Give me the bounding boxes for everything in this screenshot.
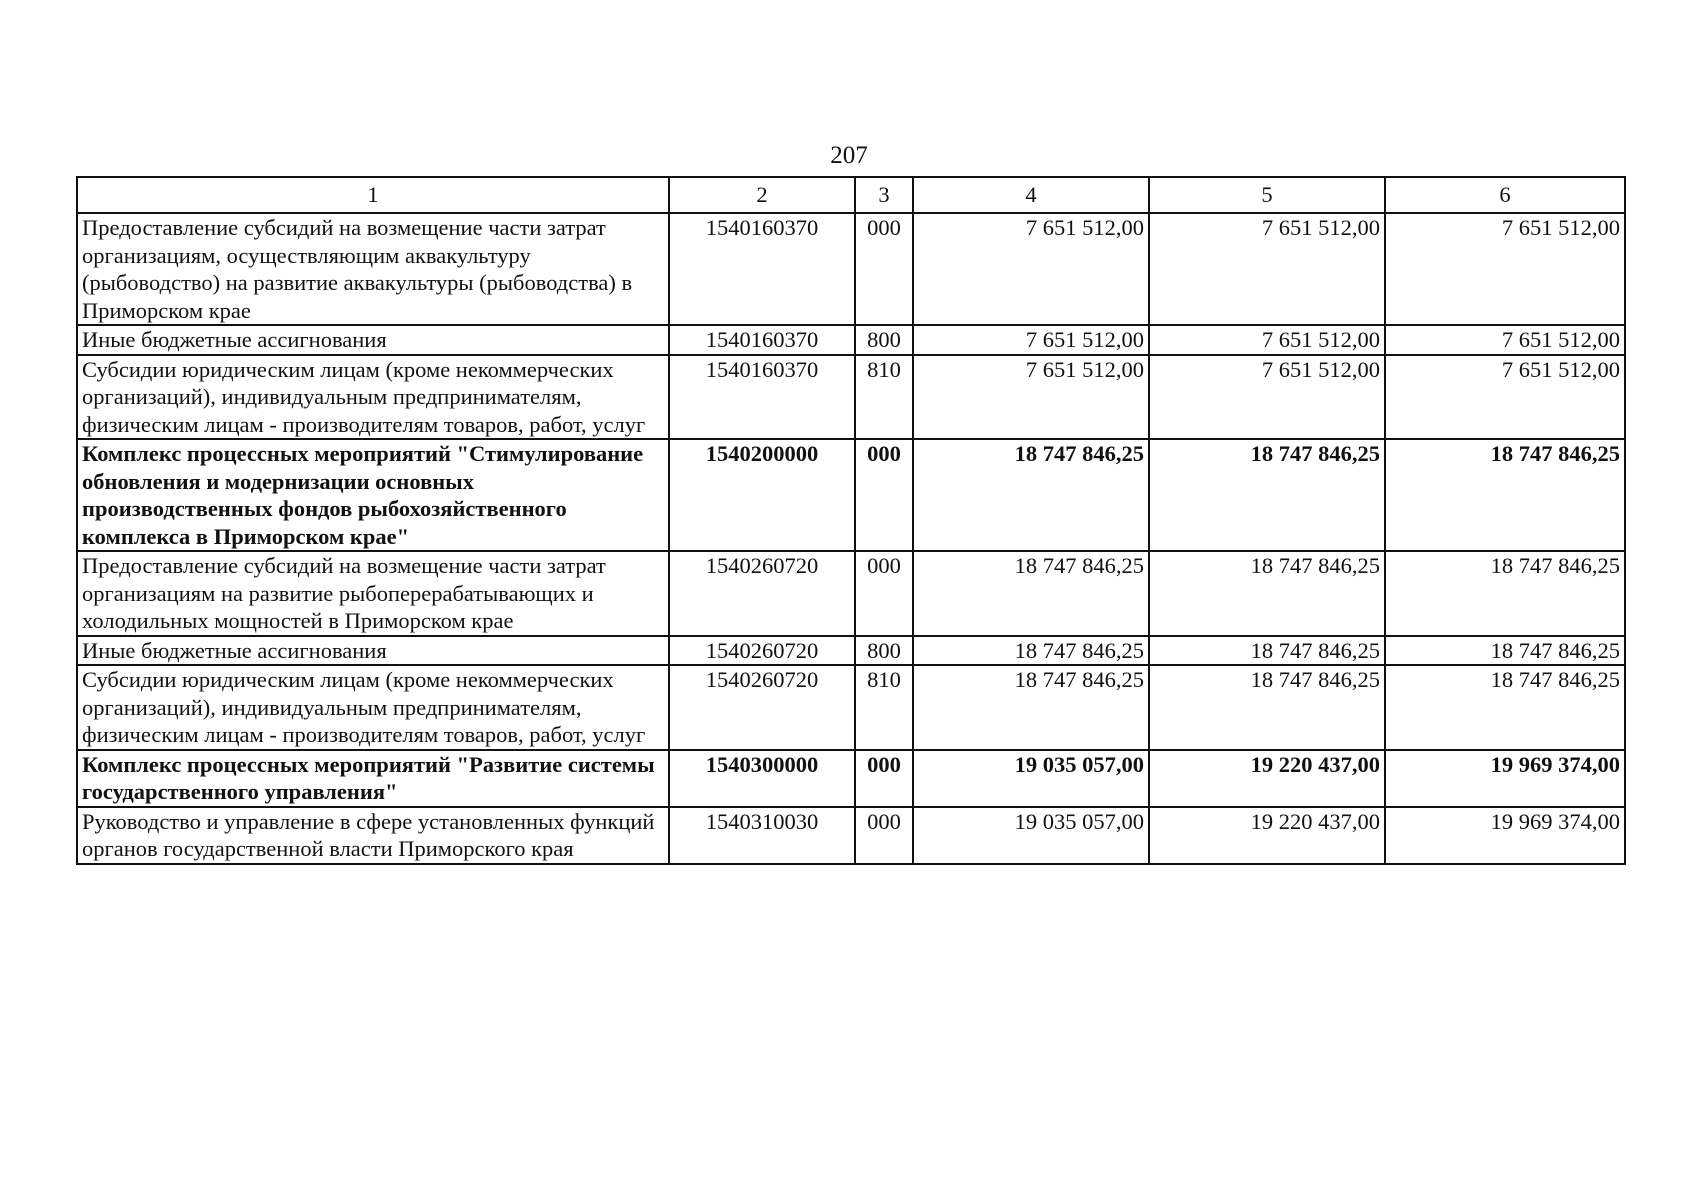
table-row (77, 665, 1625, 750)
column-header-5: 5 (1149, 177, 1385, 213)
row-amount-col5: 18 747 846,25 (1149, 636, 1385, 666)
row-amount-col4: 18 747 846,25 (913, 665, 1149, 750)
row-amount-col5: 7 651 512,00 (1149, 355, 1385, 440)
table-row (77, 807, 1625, 864)
row-amount-col6: 19 969 374,00 (1385, 750, 1625, 807)
row-amount-col5: 18 747 846,25 (1149, 551, 1385, 636)
row-code: 1540260720 (669, 636, 855, 666)
row-name: Иные бюджетные ассигнования (77, 325, 669, 355)
row-amount-col5: 7 651 512,00 (1149, 325, 1385, 355)
row-code: 1540160370 (669, 325, 855, 355)
row-amount-col4: 7 651 512,00 (913, 213, 1149, 325)
row-amount-col4: 18 747 846,25 (913, 551, 1149, 636)
column-header-3: 3 (855, 177, 913, 213)
row-amount-col4: 19 035 057,00 (913, 750, 1149, 807)
column-header-2: 2 (669, 177, 855, 213)
table-row (77, 636, 1625, 666)
row-amount-col4: 7 651 512,00 (913, 325, 1149, 355)
row-amount-col6: 18 747 846,25 (1385, 439, 1625, 551)
row-amount-col6: 18 747 846,25 (1385, 665, 1625, 750)
column-header-6: 6 (1385, 177, 1625, 213)
row-code: 1540300000 (669, 750, 855, 807)
row-code: 1540160370 (669, 213, 855, 325)
row-expense-type: 000 (855, 807, 913, 864)
row-expense-type: 000 (855, 750, 913, 807)
row-code: 1540260720 (669, 551, 855, 636)
row-amount-col4: 18 747 846,25 (913, 636, 1149, 666)
row-name: Комплекс процессных мероприятий "Стимулирование обновления и модернизации основных производственных фондов рыбохозяйственного комплекса в Приморском крае" (77, 439, 669, 551)
row-name: Предоставление субсидий на возмещение части затрат организациям на развитие рыбоперерабатывающих и холодильных мощностей в Приморском крае (77, 551, 669, 636)
row-name: Иные бюджетные ассигнования (77, 636, 669, 666)
table-row (77, 750, 1625, 807)
row-amount-col6: 7 651 512,00 (1385, 355, 1625, 440)
row-amount-col6: 18 747 846,25 (1385, 551, 1625, 636)
row-amount-col5: 7 651 512,00 (1149, 213, 1385, 325)
row-amount-col4: 18 747 846,25 (913, 439, 1149, 551)
row-name: Предоставление субсидий на возмещение части затрат организациям, осуществляющим аквакультуру (рыбоводство) на развитие аквакультуры (рыбоводства) в Приморском крае (77, 213, 669, 325)
table-row (77, 439, 1625, 551)
row-code: 1540310030 (669, 807, 855, 864)
table-header-row (77, 177, 1625, 213)
row-amount-col6: 7 651 512,00 (1385, 325, 1625, 355)
row-code: 1540260720 (669, 665, 855, 750)
row-expense-type: 000 (855, 213, 913, 325)
row-expense-type: 810 (855, 355, 913, 440)
row-expense-type: 800 (855, 636, 913, 666)
row-code: 1540160370 (669, 355, 855, 440)
row-expense-type: 810 (855, 665, 913, 750)
row-amount-col6: 7 651 512,00 (1385, 213, 1625, 325)
row-amount-col4: 7 651 512,00 (913, 355, 1149, 440)
row-amount-col6: 18 747 846,25 (1385, 636, 1625, 666)
row-expense-type: 800 (855, 325, 913, 355)
row-name: Комплекс процессных мероприятий "Развитие системы государственного управления" (77, 750, 669, 807)
table-row (77, 325, 1625, 355)
column-header-1: 1 (77, 177, 669, 213)
row-amount-col5: 19 220 437,00 (1149, 807, 1385, 864)
row-code: 1540200000 (669, 439, 855, 551)
row-amount-col5: 18 747 846,25 (1149, 439, 1385, 551)
row-name: Руководство и управление в сфере установленных функций органов государственной власти Приморского края (77, 807, 669, 864)
row-amount-col5: 18 747 846,25 (1149, 665, 1385, 750)
row-expense-type: 000 (855, 551, 913, 636)
row-amount-col4: 19 035 057,00 (913, 807, 1149, 864)
column-header-4: 4 (913, 177, 1149, 213)
row-name: Субсидии юридическим лицам (кроме некоммерческих организаций), индивидуальным предпринимателям, физическим лицам - производителям товаров, работ, услуг (77, 665, 669, 750)
budget-table (76, 176, 1626, 865)
table-row (77, 355, 1625, 440)
row-amount-col6: 19 969 374,00 (1385, 807, 1625, 864)
table-row (77, 551, 1625, 636)
row-name: Субсидии юридическим лицам (кроме некоммерческих организаций), индивидуальным предпринимателям, физическим лицам - производителям товаров, работ, услуг (77, 355, 669, 440)
page-number: 207 (830, 142, 868, 169)
table-row (77, 213, 1625, 325)
row-expense-type: 000 (855, 439, 913, 551)
row-amount-col5: 19 220 437,00 (1149, 750, 1385, 807)
